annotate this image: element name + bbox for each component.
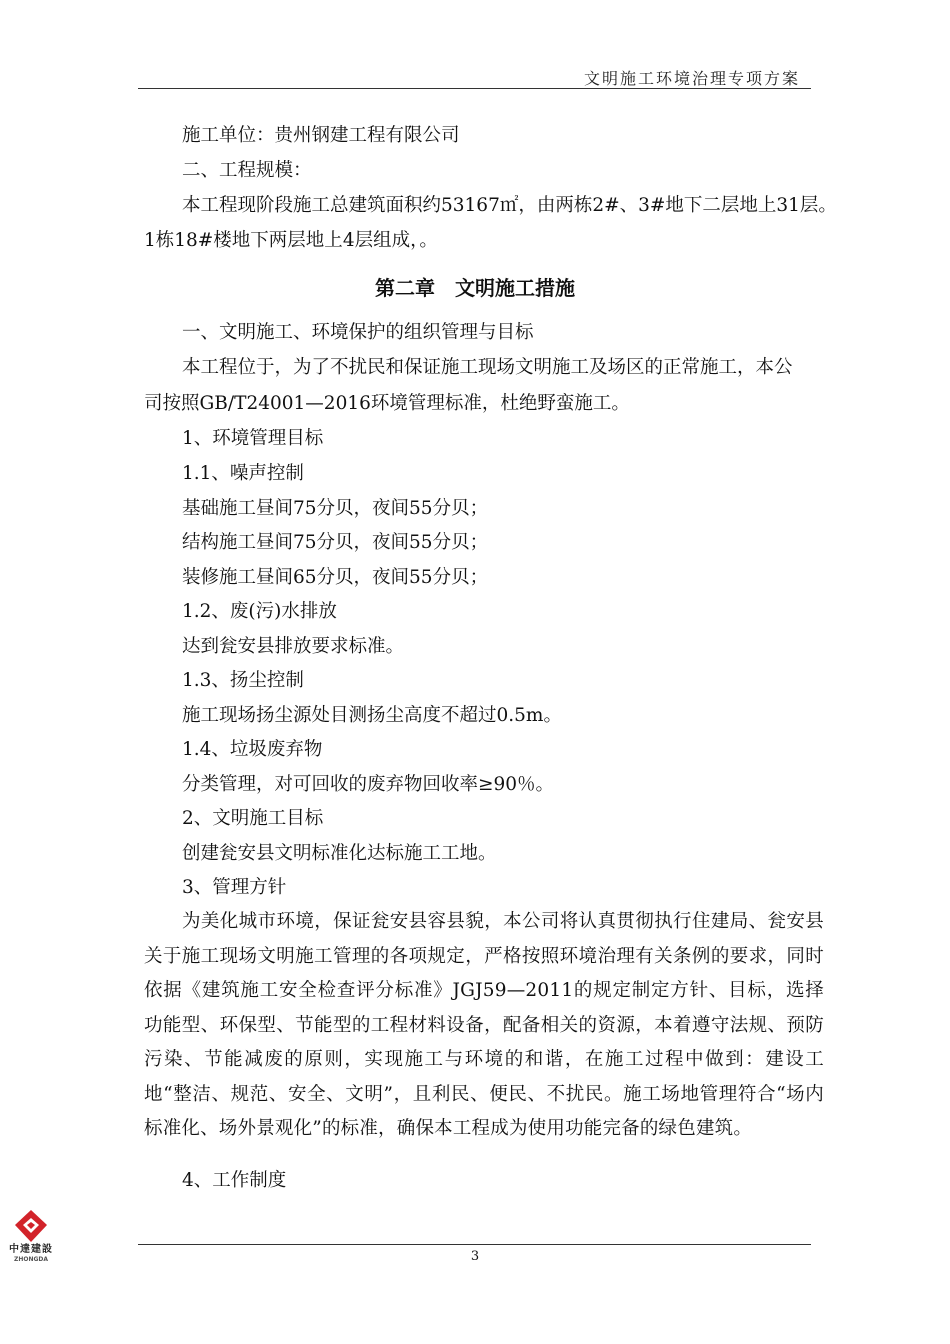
waste-text: 分类管理，对可回收的废弃物回收率≥90％。 [182,774,555,795]
water-heading: 1.2、废(污)水排放 [182,601,337,622]
section-heading-scale: 二、工程规模： [182,160,312,181]
construction-unit: 施工单位：贵州钢建工程有限公司 [182,125,460,146]
scale-text-line-2: 1栋18#楼地下两层地上4层组成，。 [144,230,438,251]
noise-item-1: 基础施工昼间75分贝，夜间55分贝； [182,498,489,519]
work-system-heading: 4、工作制度 [182,1170,287,1191]
noise-item-3: 装修施工昼间65分贝，夜间55分贝； [182,567,489,588]
intro-line-1: 本工程位于，为了不扰民和保证施工现场文明施工及场区的正常施工，本公 [182,357,793,378]
page-header-title: 文明施工环境治理专项方案 [583,69,800,88]
policy-paragraph: 为美化城市环境，保证瓮安县容县貌，本公司将认真贯彻执行住建局、瓮安县关于施工现场文明施工管理的各项规定，严格按照环境治理有关条例的要求，同时依据《建筑施工安全检查评分标准》JGJ59—2011的规定制定方针、目标，选择功能型、环保型、节能型的工程材料设备，配备相关的资源，本着遵守法规、预防污染、节能减废的原则，实现施工与环境的和谐，在施工过程中做到：建设工地“整洁、规范、安全、文明”，且利民、便民、不扰民。施工场地管理符合“场内标准化、场外景观化”的标准，确保本工程成为使用功能完备的绿色建筑。 [144,911,824,1139]
intro-line-2: 司按照GB/T24001—2016环境管理标准，杜绝野蛮施工。 [144,393,630,414]
zhongda-logo-icon [11,1208,51,1244]
logo-chinese-text: 中達建設 [9,1244,53,1255]
waste-heading: 1.4、垃圾废弃物 [182,739,323,760]
water-text: 达到瓮安县排放要求标准。 [182,636,405,657]
page-number: 3 [470,1249,480,1264]
scale-text-line-1: 本工程现阶段施工总建筑面积约53167㎡，由两栋2#、3#地下二层地上31层。 [182,195,837,216]
section-heading-1: 一、文明施工、环境保护的组织管理与目标 [182,322,534,343]
footer-rule [138,1244,811,1245]
chapter-title: 第二章 文明施工措施 [375,276,575,300]
dust-text: 施工现场扬尘源处目测扬尘高度不超过0.5m。 [182,705,562,726]
dust-heading: 1.3、扬尘控制 [182,670,304,691]
company-logo [2,1208,60,1264]
civil-goal-heading: 2、文明施工目标 [182,808,324,829]
header-rule [138,88,811,89]
policy-heading: 3、管理方针 [182,877,287,898]
env-goal-heading: 1、环境管理目标 [182,428,324,449]
noise-item-2: 结构施工昼间75分贝，夜间55分贝； [182,532,489,553]
noise-heading: 1.1、噪声控制 [182,463,304,484]
logo-english-text: ZHONGDA [13,1256,49,1263]
civil-goal-text: 创建瓮安县文明标准化达标施工工地。 [182,843,497,864]
